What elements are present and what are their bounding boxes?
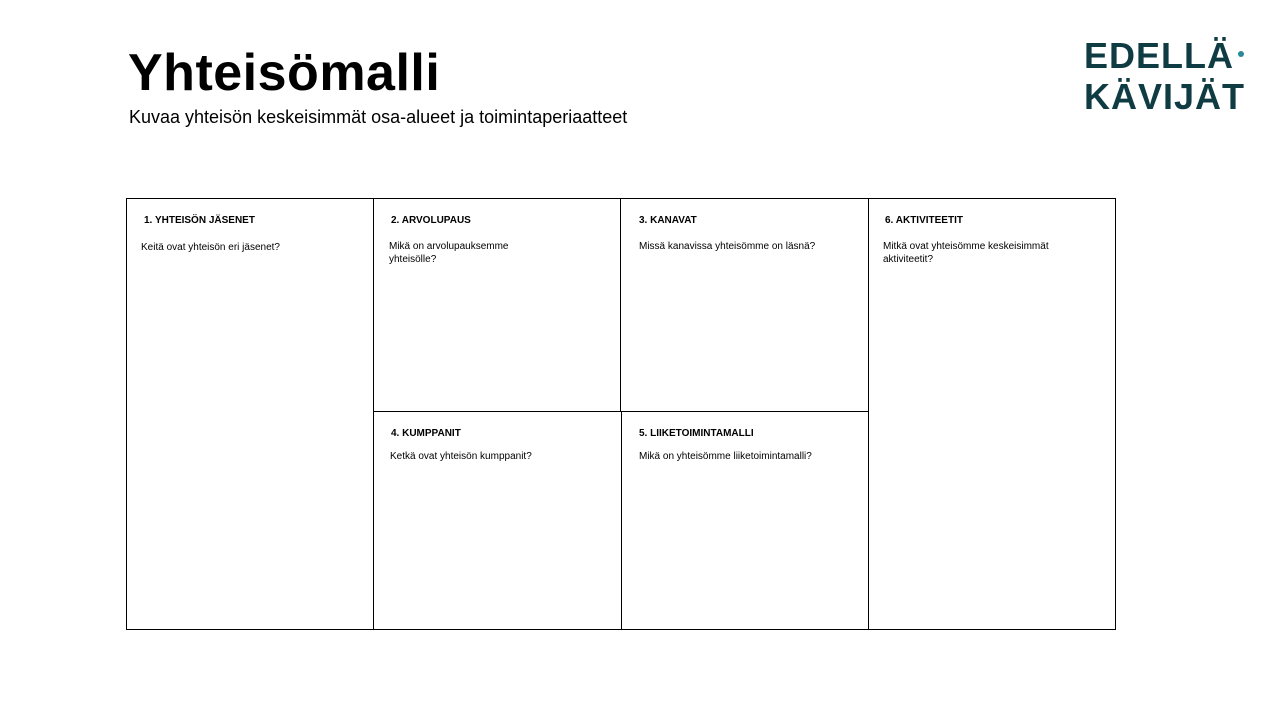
cell-business-question: Mikä on yhteisömme liiketoimintamalli? — [639, 451, 812, 462]
cell-activities-question: Mitkä ovat yhteisömme keskeisimmät aktiviteetit? — [883, 241, 1049, 265]
cell-members[interactable] — [127, 199, 373, 629]
cell-channels[interactable] — [621, 199, 868, 411]
cell-value-proposition[interactable] — [374, 199, 620, 411]
cell-members-question: Keitä ovat yhteisön eri jäsenet? — [141, 242, 280, 253]
logo-line-2: KÄVIJÄT — [1084, 76, 1246, 116]
page-title: Yhteisömalli — [128, 44, 441, 102]
cell-partners[interactable] — [374, 412, 621, 629]
cell-activities-title: 6. AKTIVITEETIT — [885, 215, 963, 226]
cell-channels-title: 3. KANAVAT — [639, 215, 697, 226]
cell-business-title: 5. LIIKETOIMINTAMALLI — [639, 428, 754, 439]
cell-business-model[interactable] — [622, 412, 868, 629]
cell-partners-question: Ketkä ovat yhteisön kumppanit? — [390, 451, 532, 462]
cell-value-question: Mikä on arvolupauksemme yhteisölle? — [389, 241, 509, 265]
logo-dot-icon — [1238, 51, 1244, 57]
logo-line-1: EDELLÄ — [1084, 35, 1234, 76]
cell-value-title: 2. ARVOLUPAUS — [391, 215, 471, 226]
page-subtitle: Kuvaa yhteisön keskeisimmät osa-alueet ja toimintaperiaatteet — [129, 107, 628, 127]
cell-activities[interactable] — [869, 199, 1115, 629]
community-model-canvas — [126, 198, 1116, 630]
edellakavijat-logo — [1082, 30, 1252, 116]
cell-members-title: 1. YHTEISÖN JÄSENET — [144, 215, 255, 226]
cell-partners-title: 4. KUMPPANIT — [391, 428, 461, 439]
cell-channels-question: Missä kanavissa yhteisömme on läsnä? — [639, 241, 816, 252]
